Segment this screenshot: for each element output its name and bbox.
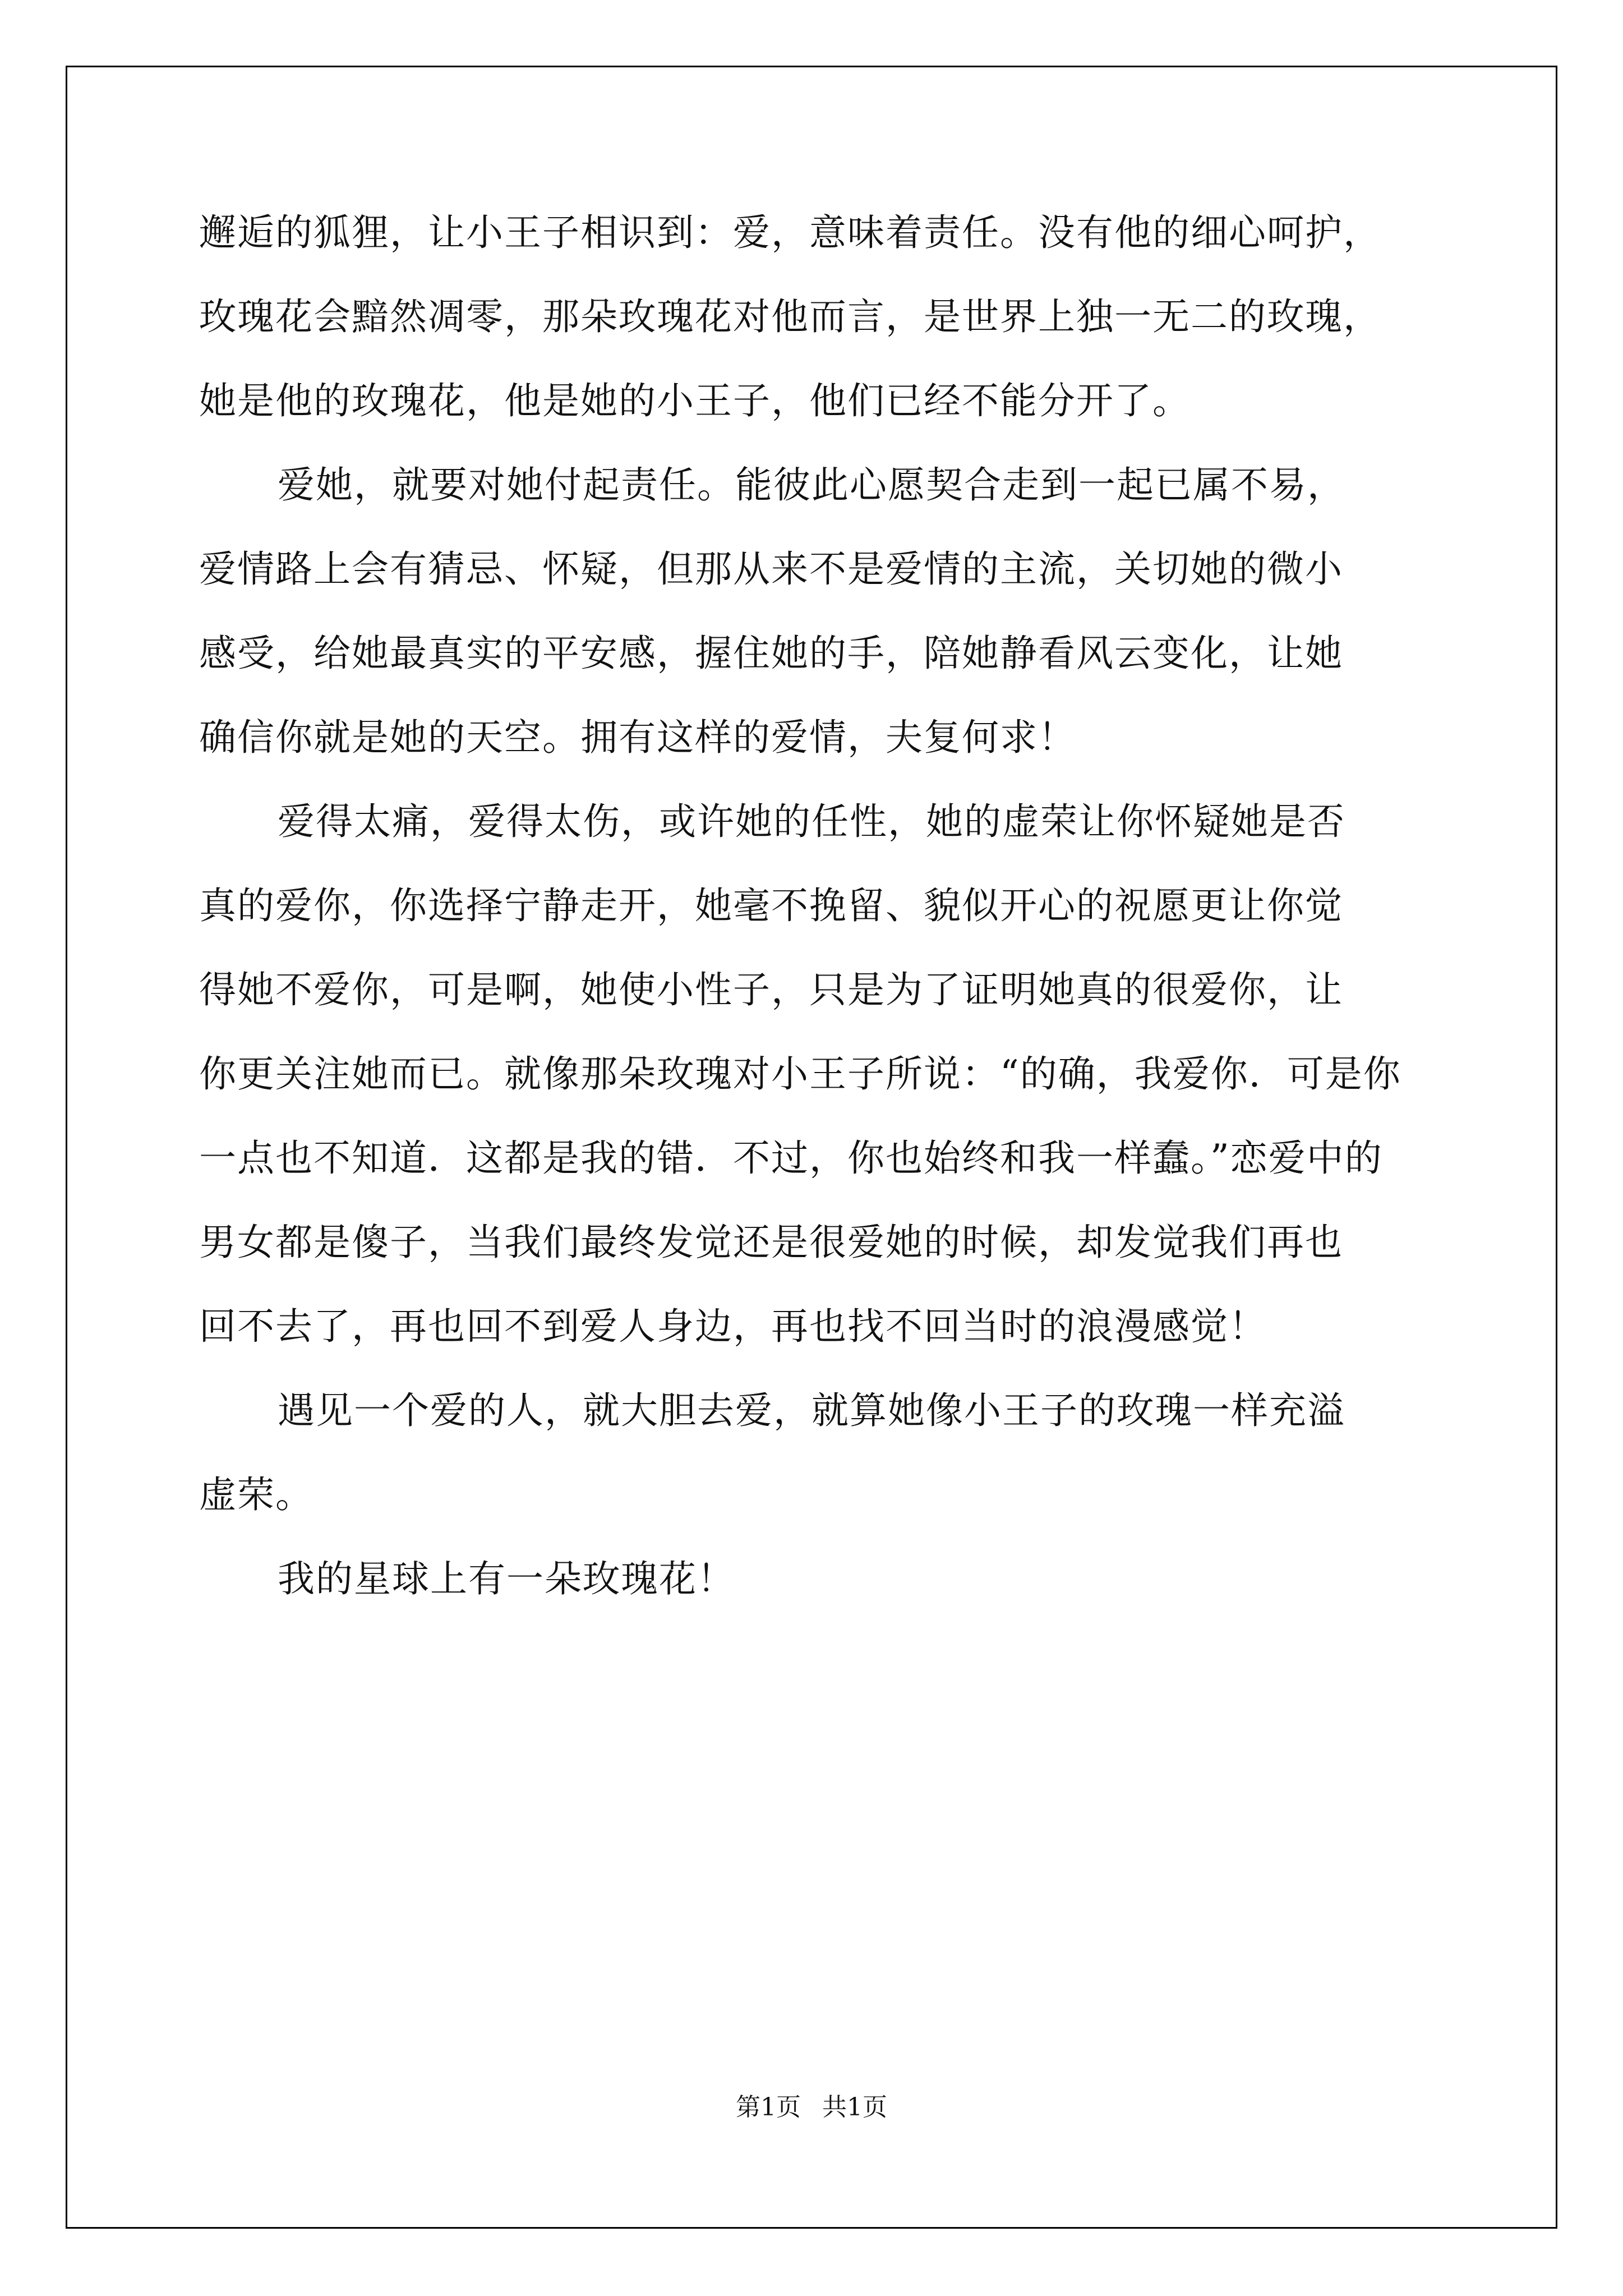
text-line: 虚荣。 <box>199 1473 313 1516</box>
text-line: 得她不爱你，可是啊，她使小性子，只是为了证明她真的很爱你，让 <box>199 968 1343 1011</box>
text-line: 感受，给她最真实的平安感，握住她的手，陪她静看风云变化，让她 <box>199 632 1343 675</box>
text-line: 真的爱你，你选择宁静走开，她毫不挽留、貌似开心的祝愿更让你觉 <box>199 884 1343 927</box>
text-line: 确信你就是她的天空。拥有这样的爱情，夫复何求！ <box>199 716 1076 759</box>
document-body <box>199 191 1450 1621</box>
page-total: 共1页 <box>822 2093 887 2122</box>
text-line: 爱得太痛，爱得太伤，或许她的任性，她的虚荣让你怀疑她是否 <box>278 800 1345 843</box>
text-line: 爱她，就要对她付起责任。能彼此心愿契合走到一起已属不易， <box>278 463 1345 507</box>
paragraph-1 <box>199 191 1450 443</box>
page-number: 第1页 <box>736 2093 801 2122</box>
text-line: 遇见一个爱的人，就大胆去爱，就算她像小王子的玫瑰一样充溢 <box>278 1389 1345 1432</box>
text-line: 你更关注她而已。就像那朵玫瑰对小王子所说：“的确，我爱你．可是你 <box>199 1052 1401 1096</box>
paragraph-4 <box>199 1369 1450 1537</box>
text-line: 回不去了，再也回不到爱人身边，再也找不回当时的浪漫感觉！ <box>199 1305 1267 1348</box>
paragraph-5 <box>199 1537 1450 1621</box>
text-line: 玫瑰花会黯然凋零，那朵玫瑰花对他而言，是世界上独一无二的玫瑰， <box>199 295 1381 338</box>
text-line: 男女都是傻子，当我们最终发觉还是很爱她的时候，却发觉我们再也 <box>199 1221 1343 1264</box>
text-line: 她是他的玫瑰花，他是她的小王子，他们已经不能分开了。 <box>199 379 1191 422</box>
page-footer <box>0 2087 1623 2123</box>
paragraph-3 <box>199 780 1450 1369</box>
paragraph-2 <box>199 443 1450 780</box>
text-line: 我的星球上有一朵玫瑰花！ <box>278 1557 735 1600</box>
text-line: 爱情路上会有猜忌、怀疑，但那从来不是爱情的主流，关切她的微小 <box>199 547 1343 591</box>
text-line: 邂逅的狐狸，让小王子相识到：爱，意味着责任。没有他的细心呵护， <box>199 211 1381 254</box>
text-line: 一点也不知道．这都是我的错．不过，你也始终和我一样蠢。”恋爱中的 <box>199 1137 1383 1180</box>
